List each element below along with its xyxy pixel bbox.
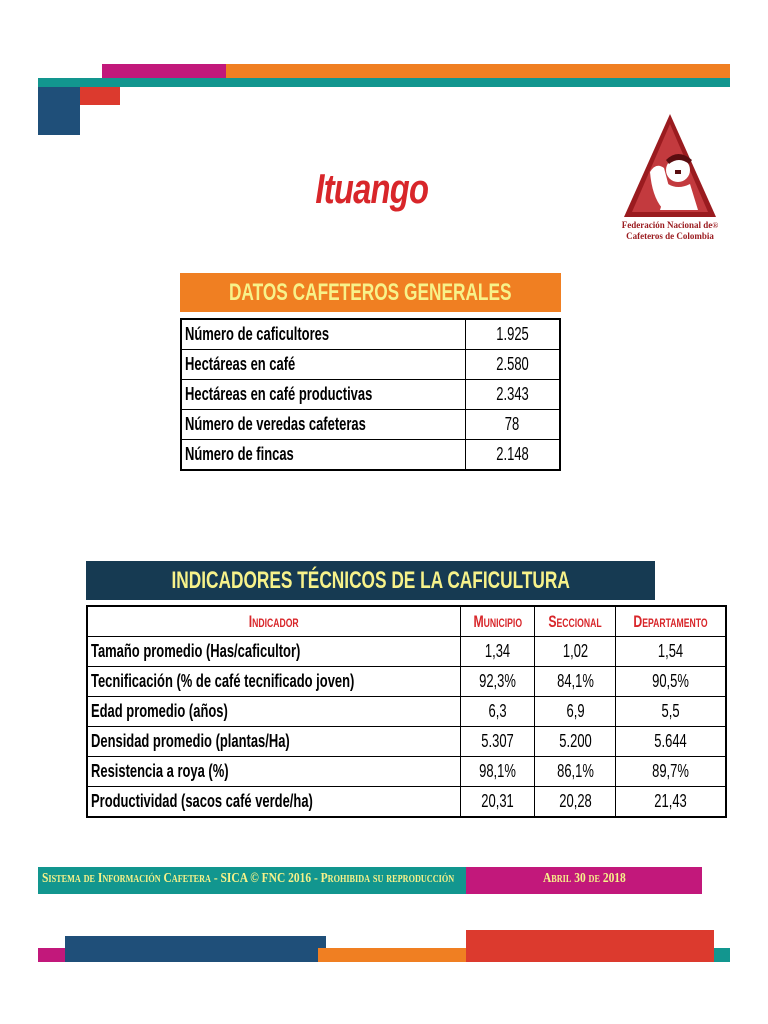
cell-departamento: 21,43 [654, 791, 687, 811]
row-label: Número de veredas cafeteras [185, 414, 366, 434]
row-label: Tamaño promedio (Has/caficultor) [91, 641, 301, 661]
bottom-bar-magenta [38, 948, 65, 962]
cell-departamento: 89,7% [652, 761, 690, 781]
top-bar-magenta [102, 64, 228, 78]
top-bar-red [80, 87, 120, 105]
top-bar-navy [38, 87, 80, 135]
bottom-bar-red [466, 930, 714, 962]
row-value: 1.925 [496, 324, 529, 344]
indicators-table [86, 605, 727, 818]
cell-departamento: 5,5 [661, 701, 680, 721]
cell-seccional: 84,1% [556, 671, 594, 691]
page-title: Ituango [315, 165, 429, 212]
cell-seccional: 20,28 [559, 791, 592, 811]
row-label: Número de caficultores [185, 324, 330, 344]
general-data-header-text: DATOS CAFETEROS GENERALES [229, 278, 512, 306]
row-label: Productividad (sacos café verde/ha) [91, 791, 313, 811]
cell-seccional: 1,02 [562, 641, 588, 661]
row-label: Hectáreas en café productivas [185, 384, 373, 404]
cell-seccional: 5.200 [559, 731, 592, 751]
bottom-bar-teal [714, 948, 730, 962]
table-row [87, 727, 726, 757]
table-row [87, 637, 726, 667]
cell-seccional: 6,9 [566, 701, 585, 721]
table-row [181, 319, 560, 350]
row-value: 78 [505, 414, 520, 434]
row-label: Densidad promedio (plantas/Ha) [91, 731, 290, 751]
cell-municipio: 98,1% [479, 761, 516, 781]
top-bar-teal [38, 78, 730, 87]
row-value: 2.343 [496, 384, 529, 404]
table-row [87, 757, 726, 787]
bottom-bar-navy-lower [65, 948, 326, 962]
cell-departamento: 1,54 [658, 641, 684, 661]
row-value: 2.580 [496, 354, 529, 374]
table-row [87, 697, 726, 727]
table-row [181, 380, 560, 410]
top-bar-orange [226, 64, 730, 78]
logo-line-1: Federación Nacional de [621, 220, 713, 230]
column-header-indicador: Indicador [248, 612, 299, 631]
table-row [181, 410, 560, 440]
cell-municipio: 1,34 [484, 641, 511, 661]
cell-municipio: 92,3% [479, 671, 516, 691]
indicators-header [86, 561, 655, 600]
table-row [181, 440, 560, 471]
row-label: Resistencia a roya (%) [91, 761, 229, 781]
cell-municipio: 5.307 [481, 731, 514, 751]
cell-departamento: 5.644 [654, 731, 687, 751]
logo-registered-mark: ® [712, 221, 719, 230]
bottom-bar-navy [65, 936, 326, 948]
table-header-row [87, 606, 726, 637]
cell-seccional: 86,1% [556, 761, 594, 781]
general-data-header [180, 273, 561, 312]
table-row [181, 350, 560, 380]
table-row [87, 667, 726, 697]
cell-municipio: 6,3 [488, 701, 507, 721]
cell-municipio: 20,31 [481, 791, 514, 811]
cell-departamento: 90,5% [652, 671, 690, 691]
row-label: Hectáreas en café [185, 354, 296, 374]
table-row [87, 787, 726, 818]
row-label: Número de fincas [185, 444, 294, 464]
footer-date-text: Abril 30 de 2018 [543, 871, 626, 886]
footer-date [543, 871, 644, 887]
logo-line-2: Cafeteros de Colombia [626, 231, 714, 241]
column-header-municipio: Municipio [473, 612, 522, 631]
footer-copyright [42, 871, 545, 887]
bottom-bar-orange [318, 948, 466, 962]
row-label: Edad promedio (años) [91, 701, 228, 721]
logo-caption [620, 220, 720, 241]
row-value: 2.148 [496, 444, 529, 464]
general-data-table [180, 318, 561, 471]
footer-copyright-text: Sistema de Información Cafetera - SICA © FNC 2016 - Prohibida su reproducción [42, 871, 455, 886]
indicators-header-text: INDICADORES TÉCNICOS DE LA CAFICULTURA [171, 566, 570, 594]
column-header-departamento: Departamento [633, 612, 708, 631]
column-header-seccional: Seccional [548, 612, 602, 631]
row-label: Tecnificación (% de café tecnificado joven) [91, 671, 355, 691]
